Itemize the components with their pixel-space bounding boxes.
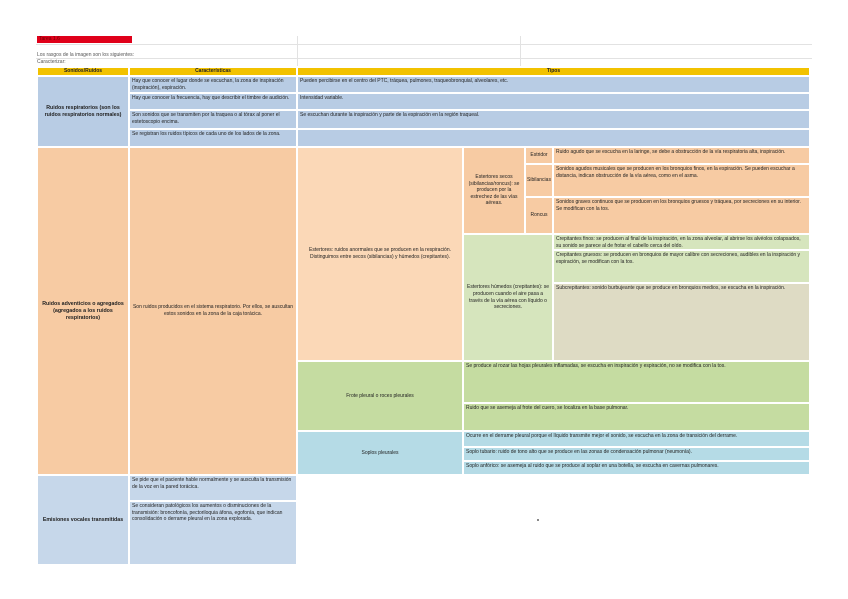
normal-tipo-4 bbox=[297, 129, 810, 147]
humedos-item-2-text: Crepitantes gruesos: se producen en bronquios de mayor calibre con secreciones, audibles en la inspiración y espiración, se modifican con la tos. bbox=[556, 252, 801, 265]
sibilancias-desc-text: Sonidos agudos musicales que se producen en los bronquios finos, en la espiración. Se pueden escuchar a distancia, indican obstrucción de la vía aérea, como en el asma. bbox=[556, 166, 795, 179]
soplos-item-1 bbox=[463, 431, 810, 447]
secos-desc bbox=[463, 147, 525, 234]
humedos-item-1 bbox=[553, 234, 810, 250]
normal-char-2 bbox=[129, 93, 297, 110]
roncus-name-text: Roncus bbox=[530, 212, 548, 219]
soplos-item-3-text: Soplo anfórico: se asemeja al ruido que se produce al soplar en una botella, se escucha en cavernas pulmonares. bbox=[466, 463, 719, 469]
header-caracteristicas bbox=[129, 67, 297, 76]
vocales-item-1-text: Se pide que el paciente hable normalmente y se ausculta la transmisión de la voz en la pared torácica. bbox=[132, 477, 292, 490]
frote-item-2-text: Ruido que se asemeja al frote del cuero, se localiza en la base pulmonar. bbox=[466, 405, 629, 411]
humedos-item-3 bbox=[553, 283, 810, 361]
vocales-label bbox=[37, 475, 129, 565]
intro-line-1: Los rasgos de la imagen son los siguientes: bbox=[37, 52, 135, 58]
header-tipos-label: Tipos bbox=[546, 68, 561, 74]
humedos-desc bbox=[463, 234, 553, 361]
normal-tipo-1-text: Pueden percibirse en el centro del PTC, tráquea, pulmones, traqueobronquial, alveolares, etc. bbox=[300, 78, 509, 84]
header-tipos bbox=[297, 67, 810, 76]
normal-tipo-3-text: Se escuchan durante la inspiración y parte de la espiración en la región traqueal. bbox=[300, 112, 480, 118]
normal-char-3 bbox=[129, 110, 297, 129]
vocales-item-2-text: Se consideran patológicos los aumentos o disminuciones de la transmisión: broncofonía, pectoriloquia áfona, egofonía, que indican consolidación o derrame pleural en la zona explorada. bbox=[132, 503, 283, 523]
header-caracteristicas-label: Características bbox=[195, 68, 231, 74]
normal-char-1-text: Hay que conocer el lugar donde se escuchan, la zona de inspiración (inspiración), espiración. bbox=[132, 78, 284, 91]
roncus-name bbox=[525, 197, 553, 234]
soplos-label-text: Soplos pleurales bbox=[361, 449, 399, 456]
frote-label bbox=[297, 361, 463, 431]
header-sonidos bbox=[37, 67, 129, 76]
humedos-item-1-text: Crepitantes finos: se producen al final de la inspiración, en la zona alveolar, al abrirse los alvéolos colapsados, su sonido se parece al de frotar el cabello cerca del oído. bbox=[556, 236, 801, 249]
normal-tipo-2-text: Intensidad variable. bbox=[300, 95, 344, 101]
normal-char-4 bbox=[129, 129, 297, 147]
soplos-item-3 bbox=[463, 461, 810, 475]
gridline bbox=[36, 44, 812, 45]
estridor-name bbox=[525, 147, 553, 164]
agregados-label bbox=[37, 147, 129, 475]
stray-mark bbox=[537, 519, 539, 521]
vocales-label-text: Emisiones vocales transmitidas bbox=[42, 516, 124, 523]
gridline bbox=[36, 58, 812, 59]
header-sonidos-label: Sonidos/Ruidos bbox=[63, 68, 103, 74]
soplos-label bbox=[297, 431, 463, 475]
estridor-desc bbox=[553, 147, 810, 164]
normal-sounds-label-text: Ruidos respiratorios (son los ruidos respiratorios normales) bbox=[44, 104, 122, 118]
sheet-tab[interactable] bbox=[37, 36, 132, 43]
humedos-item-3-text: Subcrepitantes: sonido burbujeante que se produce en bronquios medios, se escucha en la inspiración. bbox=[556, 285, 786, 291]
soplos-item-1-text: Ocurre en el derrame pleural porque el líquido transmite mejor el sonido, se escucha en la zona de transición del derrame. bbox=[466, 433, 738, 439]
soplos-item-2-text: Soplo tubario: ruido de tono alto que se produce en las zonas de condensación pulmonar (neumonía). bbox=[466, 449, 692, 455]
estridor-desc-text: Ruido agudo que se escucha en la laringe, se debe a obstrucción de la vía respiratoria alta, inspiración. bbox=[556, 149, 786, 155]
gridline bbox=[520, 36, 521, 66]
roncus-desc-text: Sonidos graves continuos que se producen en los bronquios gruesos y tráquea, por secreciones en su interior. Se modifican con la tos. bbox=[556, 199, 801, 212]
agregados-char bbox=[129, 147, 297, 475]
normal-char-2-text: Hay que conocer la frecuencia, hay que describir el timbre de audición. bbox=[132, 95, 290, 101]
soplos-item-2 bbox=[463, 447, 810, 461]
agregados-char-text: Son ruidos producidos en el sistema respiratorio. Por ellos, se auscultan estos sonidos en la zona de la caja torácica. bbox=[132, 304, 294, 317]
gridline bbox=[297, 36, 298, 66]
agregados-label-text: Ruidos adventicios o agregados (agregados a los ruidos respiratorios) bbox=[42, 300, 124, 321]
sibilancias-name bbox=[525, 164, 553, 197]
normal-tipo-3 bbox=[297, 110, 810, 129]
normal-tipo-1 bbox=[297, 76, 810, 93]
normal-char-3-text: Son sonidos que se transmiten por la traquea o al tórax al poner el estetoscopio encima. bbox=[132, 112, 280, 125]
sheet-tab-label: Tarea 1.6 bbox=[39, 36, 60, 42]
humedos-desc-text: Estertores húmedos (crepitantes): se producen cuando el aire pasa a través de la vía aérea con líquido o secreciones. bbox=[467, 284, 549, 311]
normal-tipo-2 bbox=[297, 93, 810, 110]
estertores-desc bbox=[297, 147, 463, 361]
vocales-item-1 bbox=[129, 475, 297, 501]
vocales-item-2 bbox=[129, 501, 297, 565]
sibilancias-name-text: Sibilancias bbox=[527, 177, 551, 184]
normal-char-1 bbox=[129, 76, 297, 93]
secos-desc-text: Estertores secos (sibilancias/roncus): se producen por la estrechez de las vías aéreas. bbox=[468, 174, 520, 207]
normal-char-4-text: Se registran los ruidos típicos de cada uno de los lados de la zona. bbox=[132, 131, 281, 137]
frote-item-2 bbox=[463, 403, 810, 431]
intro-line-2: Caracterizar: bbox=[37, 59, 66, 65]
humedos-item-2 bbox=[553, 250, 810, 283]
frote-item-1 bbox=[463, 361, 810, 403]
estertores-desc-text: Estertores: ruidos anormales que se producen en la respiración. Distinguimos entre secos (sibilancias) y húmedos (crepitantes). bbox=[308, 247, 452, 260]
sibilancias-desc bbox=[553, 164, 810, 197]
normal-sounds-label bbox=[37, 76, 129, 147]
frote-label-text: Frote pleural o roces pleurales bbox=[346, 392, 414, 399]
estridor-name-text: Estridor bbox=[530, 152, 548, 159]
roncus-desc bbox=[553, 197, 810, 234]
frote-item-1-text: Se produce al rozar las hojas pleurales inflamadas, se escucha en inspiración y espiración, no se modifica con la tos. bbox=[466, 363, 726, 369]
